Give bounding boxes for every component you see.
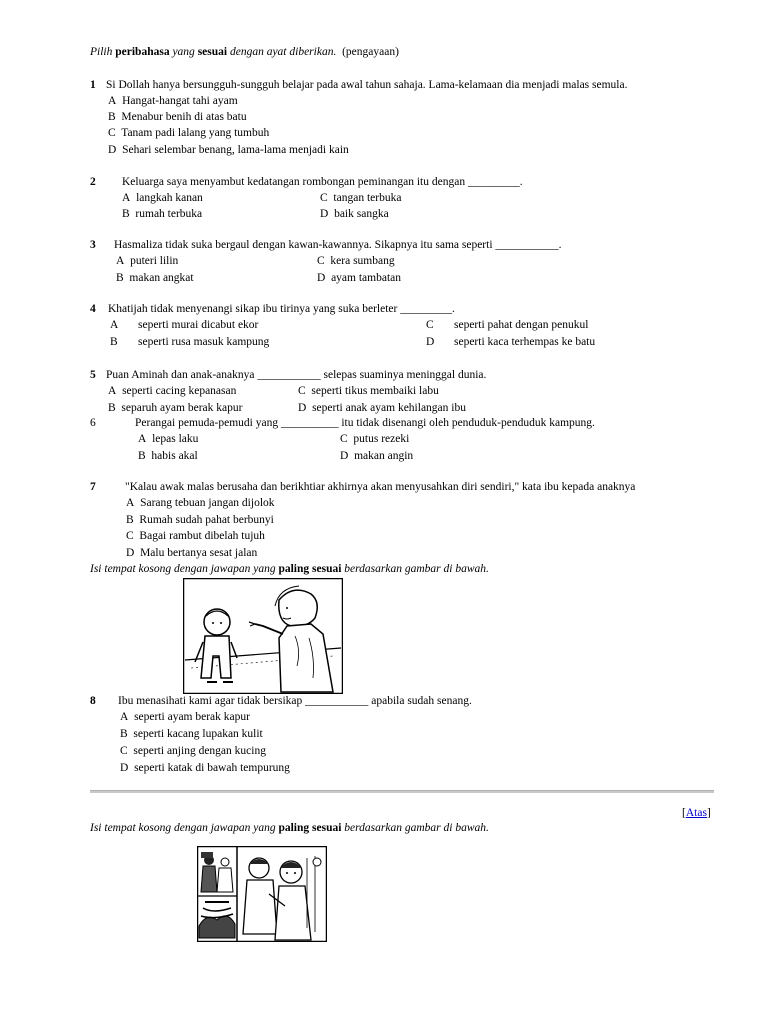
option-a: A puteri lilin [116,255,179,267]
picture-instruction-2: Isi tempat kosong dengan jawapan yang paling sesuai berdasarkan gambar di bawah. [90,822,489,834]
question-number: 7 [90,481,96,493]
option-c-text: seperti pahat dengan penukul [454,319,589,331]
option-b: B Rumah sudah pahat berbunyi [126,514,274,526]
question-number: 4 [90,303,96,315]
option-c: C Bagai rambut dibelah tujuh [126,530,265,542]
question-number: 5 [90,369,96,381]
option-a-text: seperti murai dicabut ekor [138,319,259,331]
option-d: D makan angin [340,450,414,462]
picture-instruction: Isi tempat kosong dengan jawapan yang paling sesuai berdasarkan gambar di bawah. [90,563,489,575]
instruction-bold-peribahasa: peribahasa [115,46,170,58]
option-d: D [426,336,435,348]
option-a: A [110,319,119,331]
option-a: A lepas laku [138,433,199,445]
option-b: B rumah terbuka [122,208,203,220]
option-c: C [426,319,434,331]
question-text: "Kalau awak malas berusaha dan berikhtiar akhirnya akan menyusahkan diri sendiri," kata ibu kepada anaknya [125,481,636,493]
question-text: Ibu menasihati kami agar tidak bersikap ___________ apabila sudah senang. [118,695,472,707]
option-d-text: seperti kaca terhempas ke batu [454,336,596,348]
option-c: C seperti tikus membaiki labu [298,385,439,397]
illustration-mother-child [183,578,343,694]
question-number: 1 [90,79,96,91]
question-text: Perangai pemuda-pemudi yang __________ itu tidak disenangi oleh penduduk-penduduk kampung. [135,417,595,429]
option-a: A Sarang tebuan jangan dijolok [126,497,275,509]
instruction-post: dengan ayat diberikan. [227,46,337,58]
instruction-bold-sesuai: sesuai [197,46,228,58]
option-b: B makan angkat [116,272,194,284]
instruction-mid: yang [169,46,198,58]
question-text: Hasmaliza tidak suka bergaul dengan kawan-kawannya. Sikapnya itu sama seperti ___________. [114,239,562,251]
option-d: D Sehari selembar benang, lama-lama menjadi kain [108,144,349,156]
question-text: Si Dollah hanya bersungguh-sungguh belajar pada awal tahun sahaja. Lama-kelamaan dia menjadi malas semula. [106,79,628,91]
question-text: Keluarga saya menyambut kedatangan rombongan peminangan itu dengan _________. [122,176,523,188]
option-b: B separuh ayam berak kapur [108,402,243,414]
option-c: C Tanam padi lalang yang tumbuh [108,127,270,139]
option-b: B [110,336,118,348]
option-d: D ayam tambatan [317,272,401,284]
back-to-top: [Atas] [682,807,711,819]
question-number: 6 [90,417,96,429]
question-number: 8 [90,695,96,707]
instruction-note: (pengayaan) [342,46,399,58]
section-divider [90,790,714,793]
option-b: B habis akal [138,450,198,462]
option-d: D seperti anak ayam kehilangan ibu [298,402,466,414]
question-text: Khatijah tidak menyenangi sikap ibu tirinya yang suka berleter _________. [108,303,455,315]
option-a: A Hangat-hangat tahi ayam [108,95,238,107]
instruction-line [90,46,399,58]
option-b: B Menabur benih di atas batu [108,111,247,123]
question-text: Puan Aminah dan anak-anaknya ___________ selepas suaminya meninggal dunia. [106,369,487,381]
option-c: C putus rezeki [340,433,410,445]
option-a: A langkah kanan [122,192,203,204]
option-a: A seperti cacing kepanasan [108,385,237,397]
option-c: C tangan terbuka [320,192,402,204]
option-c: C seperti anjing dengan kucing [120,745,266,757]
question-number: 3 [90,239,96,251]
question-number: 2 [90,176,96,188]
option-d: D Malu bertanya sesat jalan [126,547,258,559]
option-d: D seperti katak di bawah tempurung [120,762,290,774]
instruction-pre: Pilih [90,46,116,58]
option-c: C kera sumbang [317,255,395,267]
illustration-two-panel [197,846,327,942]
option-b-text: seperti rusa masuk kampung [138,336,270,348]
option-b: B seperti kacang lupakan kulit [120,728,263,740]
back-to-top-link[interactable]: Atas [685,807,707,819]
option-d: D baik sangka [320,208,389,220]
option-a: A seperti ayam berak kapur [120,711,250,723]
